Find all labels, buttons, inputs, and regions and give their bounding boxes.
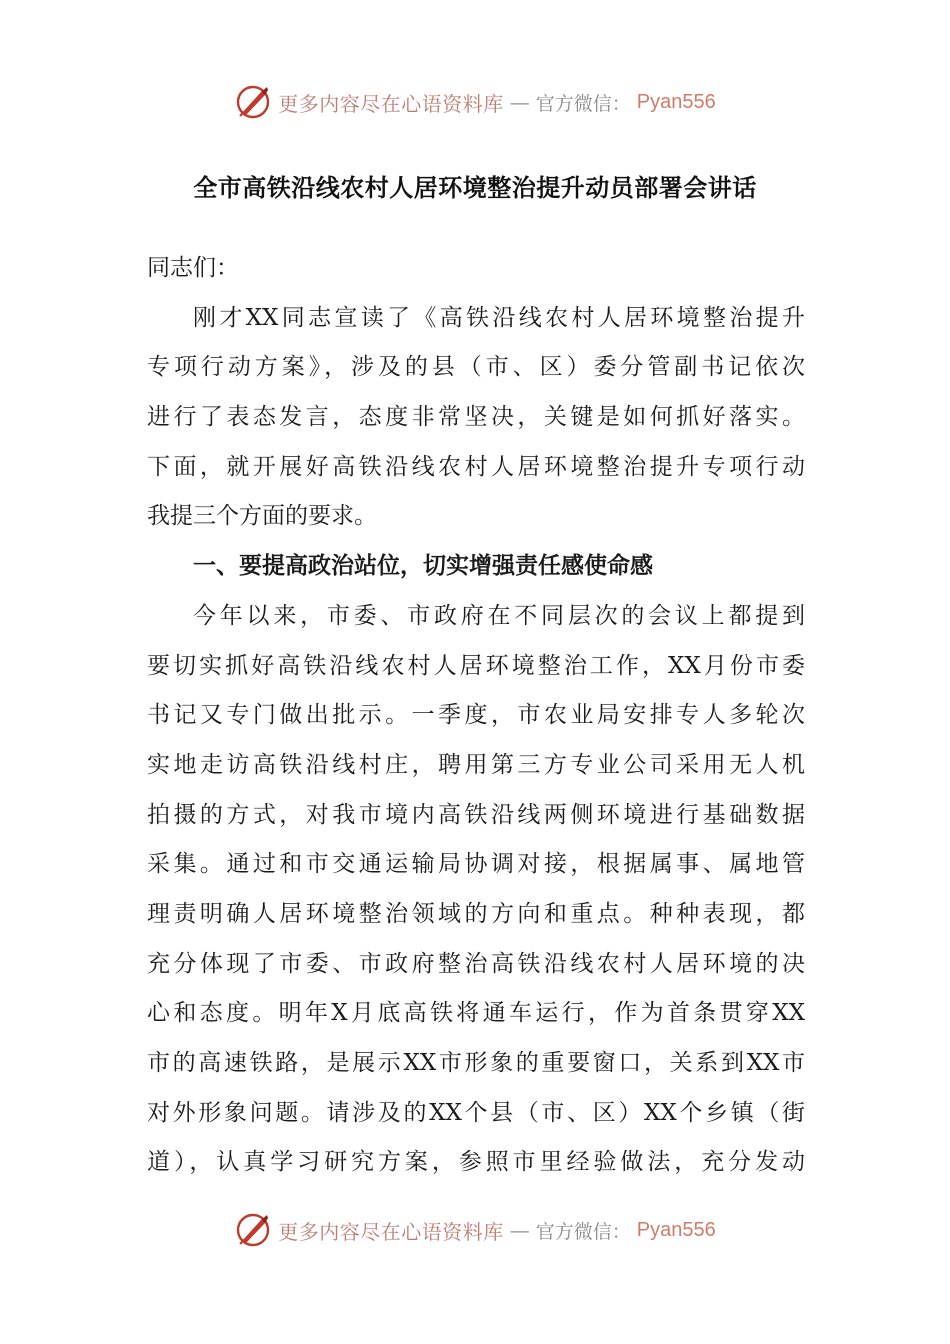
paragraph-line: 要切实抓好高铁沿线农村人居环境整治工作，XX月份市委 xyxy=(147,652,805,679)
watermark-label: 官方微信： xyxy=(535,92,631,115)
paragraph-line: 进行了表态发言，态度非常坚决，关键是如何抓好落实。 xyxy=(147,404,805,431)
paragraph-line: 理责明确人居环境整治领域的方向和重点。种种表现，都 xyxy=(147,900,805,927)
salutation: 同志们： xyxy=(147,255,239,281)
paragraph-line: 我提三个方面的要求。 xyxy=(147,503,377,530)
watermark-separator: — xyxy=(509,90,530,114)
document-title: 全市高铁沿线农村人居环境整治提升动员部署会讲话 xyxy=(193,174,757,202)
section-heading: 一、要提高政治站位，切实增强责任感使命感 xyxy=(193,553,653,580)
paragraph-line: 心和态度。明年X月底高铁将通车运行，作为首条贯穿XX xyxy=(147,1000,805,1027)
watermark-text: 更多内容尽在心语资料库 xyxy=(278,91,504,116)
paragraph-line: 今年以来，市委、市政府在不同层次的会议上都提到 xyxy=(193,602,805,629)
watermark-banner-top xyxy=(0,80,950,124)
watermark-text: 更多内容尽在心语资料库 xyxy=(278,1219,504,1244)
document-body xyxy=(147,244,805,1188)
quill-pen-logo-icon xyxy=(234,83,272,121)
paragraph-line: 下面，就开展好高铁沿线农村人居环境整治提升专项行动 xyxy=(147,453,805,480)
paragraph-line: 采集。通过和市交通运输局协调对接，根据属事、属地管 xyxy=(147,851,805,878)
quill-pen-logo-icon xyxy=(234,1211,272,1249)
watermark-banner-bottom xyxy=(0,1208,950,1252)
paragraph-line: 专项行动方案》，涉及的县（市、区）委分管副书记依次 xyxy=(147,354,805,381)
paragraph-line: 刚才XX同志宣读了《高铁沿线农村人居环境整治提升 xyxy=(193,304,805,331)
paragraph-line: 拍摄的方式，对我市境内高铁沿线两侧环境进行基础数据 xyxy=(147,801,805,828)
paragraph-line: 实地走访高铁沿线村庄，聘用第三方专业公司采用无人机 xyxy=(147,751,805,778)
paragraph-line: 对外形象问题。请涉及的XX个县（市、区）XX个乡镇（街 xyxy=(147,1099,805,1126)
watermark-separator: — xyxy=(509,1218,530,1242)
paragraph-line: 市的高速铁路，是展示XX市形象的重要窗口，关系到XX市 xyxy=(147,1050,805,1076)
watermark-wechat-id: Pyan556 xyxy=(636,90,716,113)
paragraph-line: 道），认真学习研究方案，参照市里经验做法，充分发动 xyxy=(147,1149,805,1176)
paragraph-line: 书记又专门做出批示。一季度，市农业局安排专人多轮次 xyxy=(147,702,805,729)
watermark-label: 官方微信： xyxy=(535,1220,631,1243)
paragraph-line: 充分体现了市委、市政府整治高铁沿线农村人居环境的决 xyxy=(147,950,805,977)
watermark-wechat-id: Pyan556 xyxy=(636,1218,716,1241)
